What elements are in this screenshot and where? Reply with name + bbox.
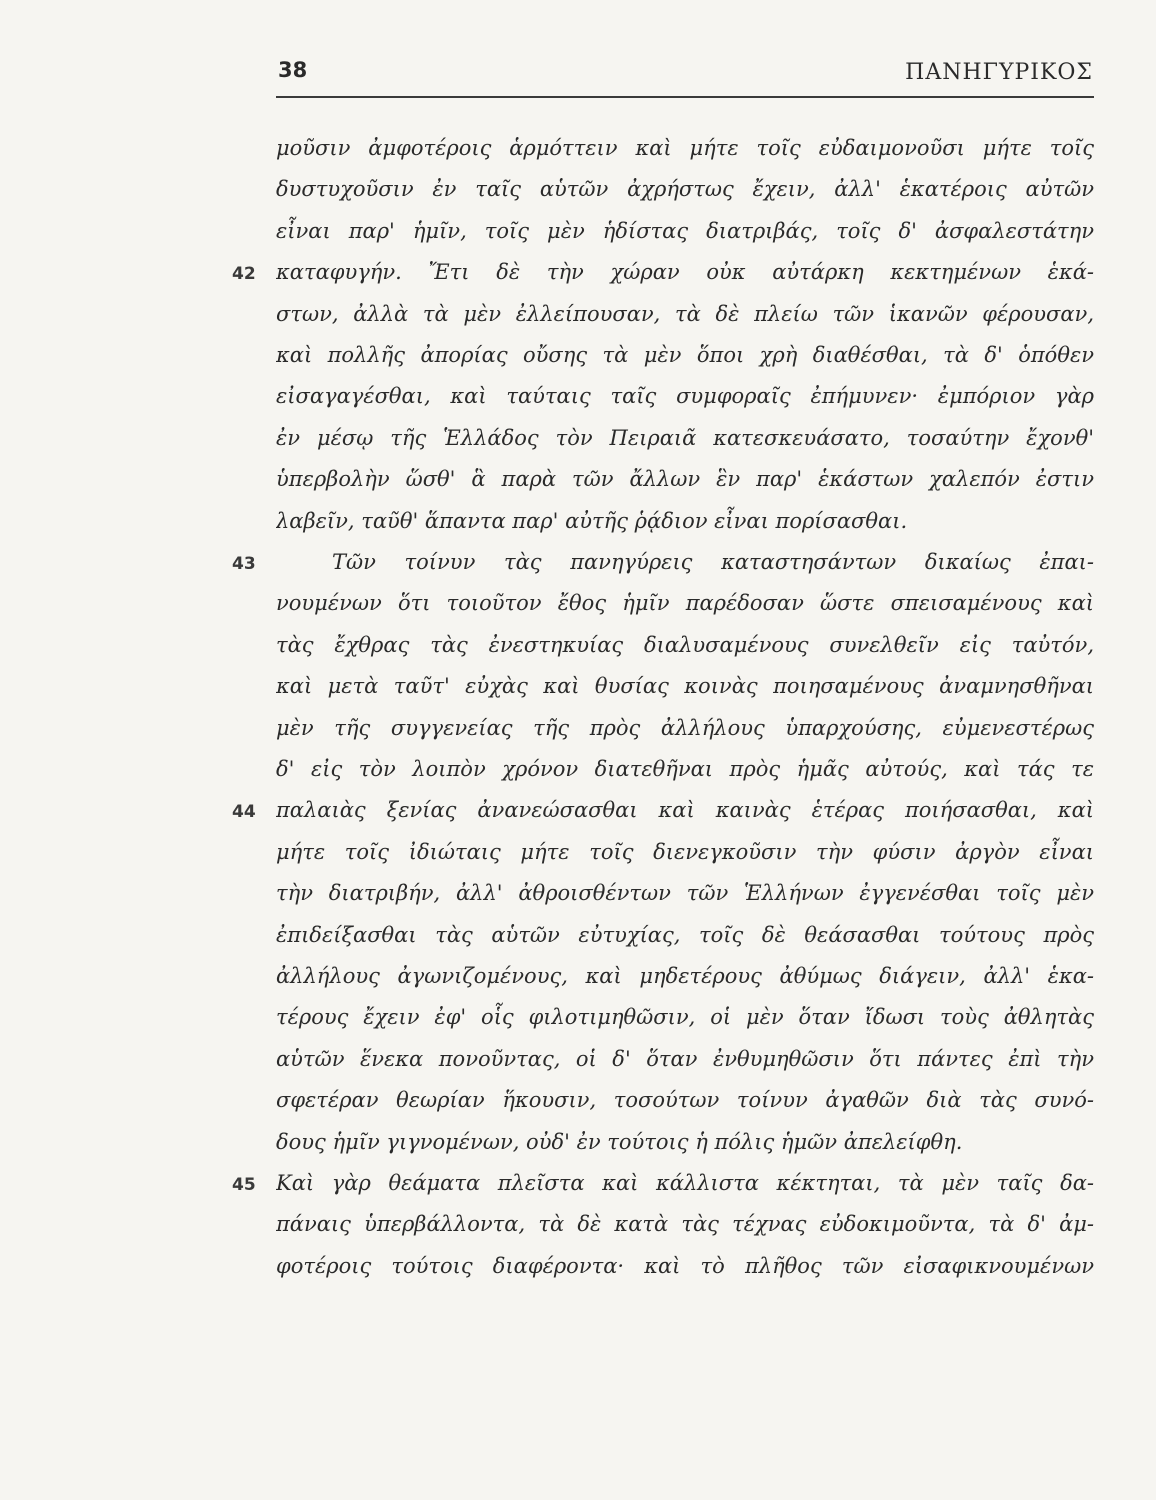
text-line: ἐν μέσῳ τῆς Ἑλλάδος τὸν Πειραιᾶ κατεσκευάσατο, τοσαύτην ἔχονθ'	[276, 426, 1094, 450]
text-line: ἀλλήλους ἀγωνιζομένους, καὶ μηδετέρους ἀθύμως διάγειν, ἀλλ' ἑκα-	[276, 964, 1094, 988]
text-line: παλαιὰς ξενίας ἀνανεώσασθαι καὶ καινὰς ἑτέρας ποιήσασθαι, καὶ	[276, 798, 1094, 822]
body-text	[276, 133, 1096, 1433]
text-line: μὲν τῆς συγγενείας τῆς πρὸς ἀλλήλους ὑπαρχούσης, εὐμενεστέρως	[276, 716, 1094, 740]
section-number: 45	[232, 1175, 256, 1195]
text-line: τὴν διατριβήν, ἀλλ' ἀθροισθέντων τῶν Ἑλλήνων ἐγγενέσθαι τοῖς μὲν	[276, 881, 1094, 905]
section-number: 42	[232, 264, 256, 284]
text-line: Καὶ γὰρ θεάματα πλεῖστα καὶ κάλλιστα κέκτηται, τὰ μὲν ταῖς δα-	[276, 1171, 1094, 1195]
text-line: αὑτῶν ἕνεκα πονοῦντας, οἱ δ' ὅταν ἐνθυμηθῶσιν ὅτι πάντες ἐπὶ τὴν	[276, 1047, 1094, 1071]
text-line: πάναις ὑπερβάλλοντα, τὰ δὲ κατὰ τὰς τέχνας εὐδοκιμοῦντα, τὰ δ' ἀμ-	[276, 1212, 1094, 1236]
page-header	[278, 52, 1093, 92]
text-line: καὶ μετὰ ταῦτ' εὐχὰς καὶ θυσίας κοινὰς ποιησαμένους ἀναμνησθῆναι	[276, 674, 1094, 698]
text-line: καὶ πολλῆς ἀπορίας οὔσης τὰ μὲν ὅποι χρὴ διαθέσθαι, τὰ δ' ὁπόθεν	[276, 343, 1094, 367]
header-rule	[276, 96, 1094, 98]
text-line: δους ἡμῖν γιγνομένων, οὐδ' ἐν τούτοις ἡ πόλις ἡμῶν ἀπελείφθη.	[276, 1130, 963, 1154]
text-line: μοῦσιν ἀμφοτέροις ἁρμόττειν καὶ μήτε τοῖς εὐδαιμονοῦσι μήτε τοῖς	[276, 136, 1094, 160]
section-number: 43	[232, 554, 256, 574]
text-line: ὑπερβολὴν ὥσθ' ἃ παρὰ τῶν ἄλλων ἓν παρ' ἑκάστων χαλεπόν ἐστιν	[276, 467, 1094, 491]
text-line: νουμένων ὅτι τοιοῦτον ἔθος ἡμῖν παρέδοσαν ὥστε σπεισαμένους καὶ	[276, 591, 1094, 615]
text-line: Τῶν τοίνυν τὰς πανηγύρεις καταστησάντων δικαίως ἐπαι-	[332, 550, 1094, 574]
text-line: σφετέραν θεωρίαν ἥκουσιν, τοσούτων τοίνυν ἀγαθῶν διὰ τὰς συνό-	[276, 1088, 1094, 1112]
text-line: φοτέροις τούτοις διαφέροντα· καὶ τὸ πλῆθος τῶν εἰσαφικνουμένων	[276, 1254, 1094, 1278]
text-line: ἐπιδείξασθαι τὰς αὑτῶν εὐτυχίας, τοῖς δὲ θεάσασθαι τούτους πρὸς	[276, 923, 1094, 947]
section-number: 44	[232, 802, 256, 822]
page-number: 38	[278, 58, 308, 82]
text-line: δυστυχοῦσιν ἐν ταῖς αὑτῶν ἀχρήστως ἔχειν, ἀλλ' ἑκατέροις αὐτῶν	[276, 177, 1094, 201]
text-line: καταφυγήν. Ἔτι δὲ τὴν χώραν οὐκ αὐτάρκη κεκτημένων ἑκά-	[276, 260, 1094, 284]
text-line: τὰς ἔχθρας τὰς ἐνεστηκυίας διαλυσαμένους συνελθεῖν εἰς ταὐτόν,	[276, 633, 1094, 657]
text-line: λαβεῖν, ταῦθ' ἅπαντα παρ' αὐτῆς ῥᾴδιον εἶναι πορίσασθαι.	[276, 509, 908, 533]
text-line: μήτε τοῖς ἰδιώταις μήτε τοῖς διενεγκοῦσιν τὴν φύσιν ἀργὸν εἶναι	[276, 840, 1094, 864]
text-line: εἰσαγαγέσθαι, καὶ ταύταις ταῖς συμφοραῖς ἐπήμυνεν· ἐμπόριον γὰρ	[276, 384, 1094, 408]
text-line: στων, ἀλλὰ τὰ μὲν ἐλλείπουσαν, τὰ δὲ πλείω τῶν ἱκανῶν φέρουσαν,	[276, 302, 1094, 326]
running-title: ΠΑΝΗΓΥΡΙΚΟΣ	[905, 60, 1093, 85]
text-line: εἶναι παρ' ἡμῖν, τοῖς μὲν ἡδίστας διατριβάς, τοῖς δ' ἀσφαλεστάτην	[276, 219, 1094, 243]
text-line: τέρους ἔχειν ἐφ' οἷς φιλοτιμηθῶσιν, οἱ μὲν ὅταν ἴδωσι τοὺς ἀθλητὰς	[276, 1005, 1094, 1029]
text-line: δ' εἰς τὸν λοιπὸν χρόνον διατεθῆναι πρὸς ἡμᾶς αὐτούς, καὶ τάς τε	[276, 757, 1094, 781]
